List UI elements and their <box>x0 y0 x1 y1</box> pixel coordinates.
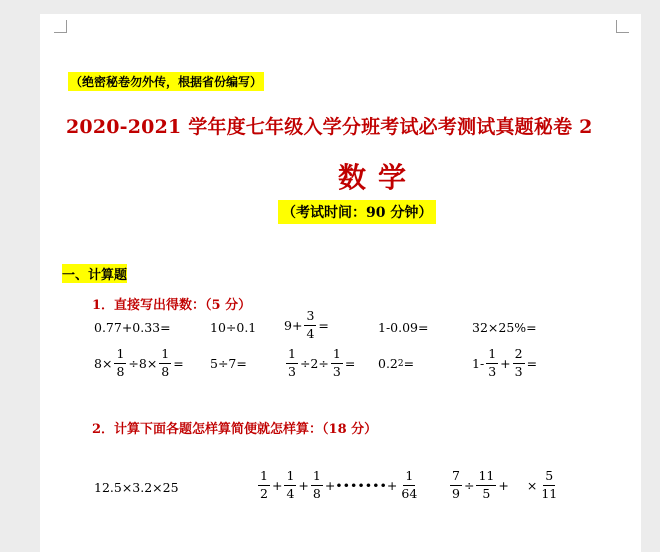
fraction <box>258 470 270 500</box>
fraction <box>450 470 462 500</box>
denominator: 64 <box>401 485 418 501</box>
expr-text: ÷2÷ <box>299 355 329 371</box>
subject-heading: 数学 <box>338 161 419 194</box>
expr-text: 1- <box>472 355 485 371</box>
q1-row1-item-a: 0.77+0.33= <box>94 320 171 335</box>
q1-row1-item-b: 10÷0.1 <box>210 320 257 335</box>
expr-text: 0.2 <box>378 356 398 371</box>
q1-row2-item-b: 5÷7= <box>210 356 247 371</box>
numerator: 1 <box>258 470 270 486</box>
secret-note: （绝密秘卷勿外传，根据省份编写） <box>68 72 264 91</box>
denominator: 2 <box>260 485 268 501</box>
exponent: 2 <box>397 358 404 369</box>
fraction <box>304 310 316 340</box>
fraction <box>513 348 525 378</box>
fraction <box>311 470 323 500</box>
fraction <box>486 348 498 378</box>
q2-item-3 <box>448 470 561 500</box>
expr-text: + <box>498 477 509 493</box>
q1-row2-item-e <box>472 348 537 378</box>
numerator: 3 <box>304 310 316 326</box>
exam-time: （考试时间：90 分钟） <box>278 200 436 224</box>
denominator: 8 <box>116 363 125 379</box>
expr-text: = <box>318 317 329 333</box>
expr-text: = <box>173 355 184 371</box>
page-corner-mark-right <box>616 20 629 33</box>
q1-row1-item-d: 1-0.09= <box>378 320 429 335</box>
denominator: 3 <box>288 363 296 379</box>
numerator: 1 <box>331 348 343 364</box>
fraction <box>284 470 296 500</box>
q1-row2-item-c <box>284 348 355 378</box>
denominator: 3 <box>332 363 341 379</box>
expr-text: +•••••••+ <box>324 477 398 493</box>
expr-text: + <box>500 355 511 371</box>
q1-row2-item-a <box>94 348 184 378</box>
expr-text: = <box>403 356 415 371</box>
expr-text: = <box>344 355 356 371</box>
numerator: 1 <box>114 348 126 364</box>
document-page <box>40 14 641 552</box>
fraction <box>159 348 171 378</box>
numerator: 11 <box>476 470 496 486</box>
q1-row1-item-c <box>284 310 329 340</box>
numerator: 1 <box>403 470 415 486</box>
expr-text: ÷ <box>463 477 475 493</box>
denominator: 3 <box>488 363 497 379</box>
question-2-label: 2．计算下面各题怎样算简便就怎样算：（18 分） <box>92 422 378 437</box>
fraction <box>286 348 298 378</box>
denominator: 11 <box>541 485 558 501</box>
expr-text: 8× <box>94 355 113 371</box>
fraction <box>476 470 496 500</box>
question-1-label: 1．直接写出得数：（5 分） <box>92 298 252 313</box>
q1-row1-item-e: 32×25%= <box>472 320 537 335</box>
fraction <box>331 348 343 378</box>
expr-text: + <box>271 477 283 493</box>
section-heading-calculation: 一、计算题 <box>62 264 127 283</box>
denominator: 5 <box>482 485 491 501</box>
q1-row2-item-d <box>378 356 414 371</box>
numerator: 1 <box>286 348 298 364</box>
q2-item-1: 12.5×3.2×25 <box>94 480 179 495</box>
exam-title: 2020-2021 学年度七年级入学分班考试必考测试真题秘卷 2 <box>66 116 593 138</box>
page-corner-mark-left <box>54 20 67 33</box>
window-frame-top <box>0 0 660 14</box>
numerator: 1 <box>486 348 498 364</box>
fraction <box>539 470 559 500</box>
numerator: 1 <box>284 470 296 486</box>
numerator: 1 <box>311 470 323 486</box>
fraction <box>114 348 126 378</box>
expr-text: × <box>526 477 538 493</box>
expr-text: ÷8× <box>128 355 158 371</box>
numerator: 1 <box>159 348 171 364</box>
numerator: 2 <box>513 348 525 364</box>
window-frame-right <box>641 14 660 552</box>
denominator: 4 <box>306 325 315 341</box>
fraction <box>399 470 419 500</box>
expr-text: + <box>298 477 309 493</box>
denominator: 4 <box>286 485 295 501</box>
window-frame-left <box>0 14 40 552</box>
denominator: 3 <box>514 363 523 379</box>
expr-text: 9+ <box>284 317 303 333</box>
q2-item-2 <box>256 470 421 500</box>
denominator: 8 <box>312 485 321 501</box>
denominator: 8 <box>161 363 170 379</box>
denominator: 9 <box>452 485 460 501</box>
numerator: 5 <box>543 470 555 486</box>
numerator: 7 <box>450 470 462 486</box>
expr-text: = <box>526 355 538 371</box>
